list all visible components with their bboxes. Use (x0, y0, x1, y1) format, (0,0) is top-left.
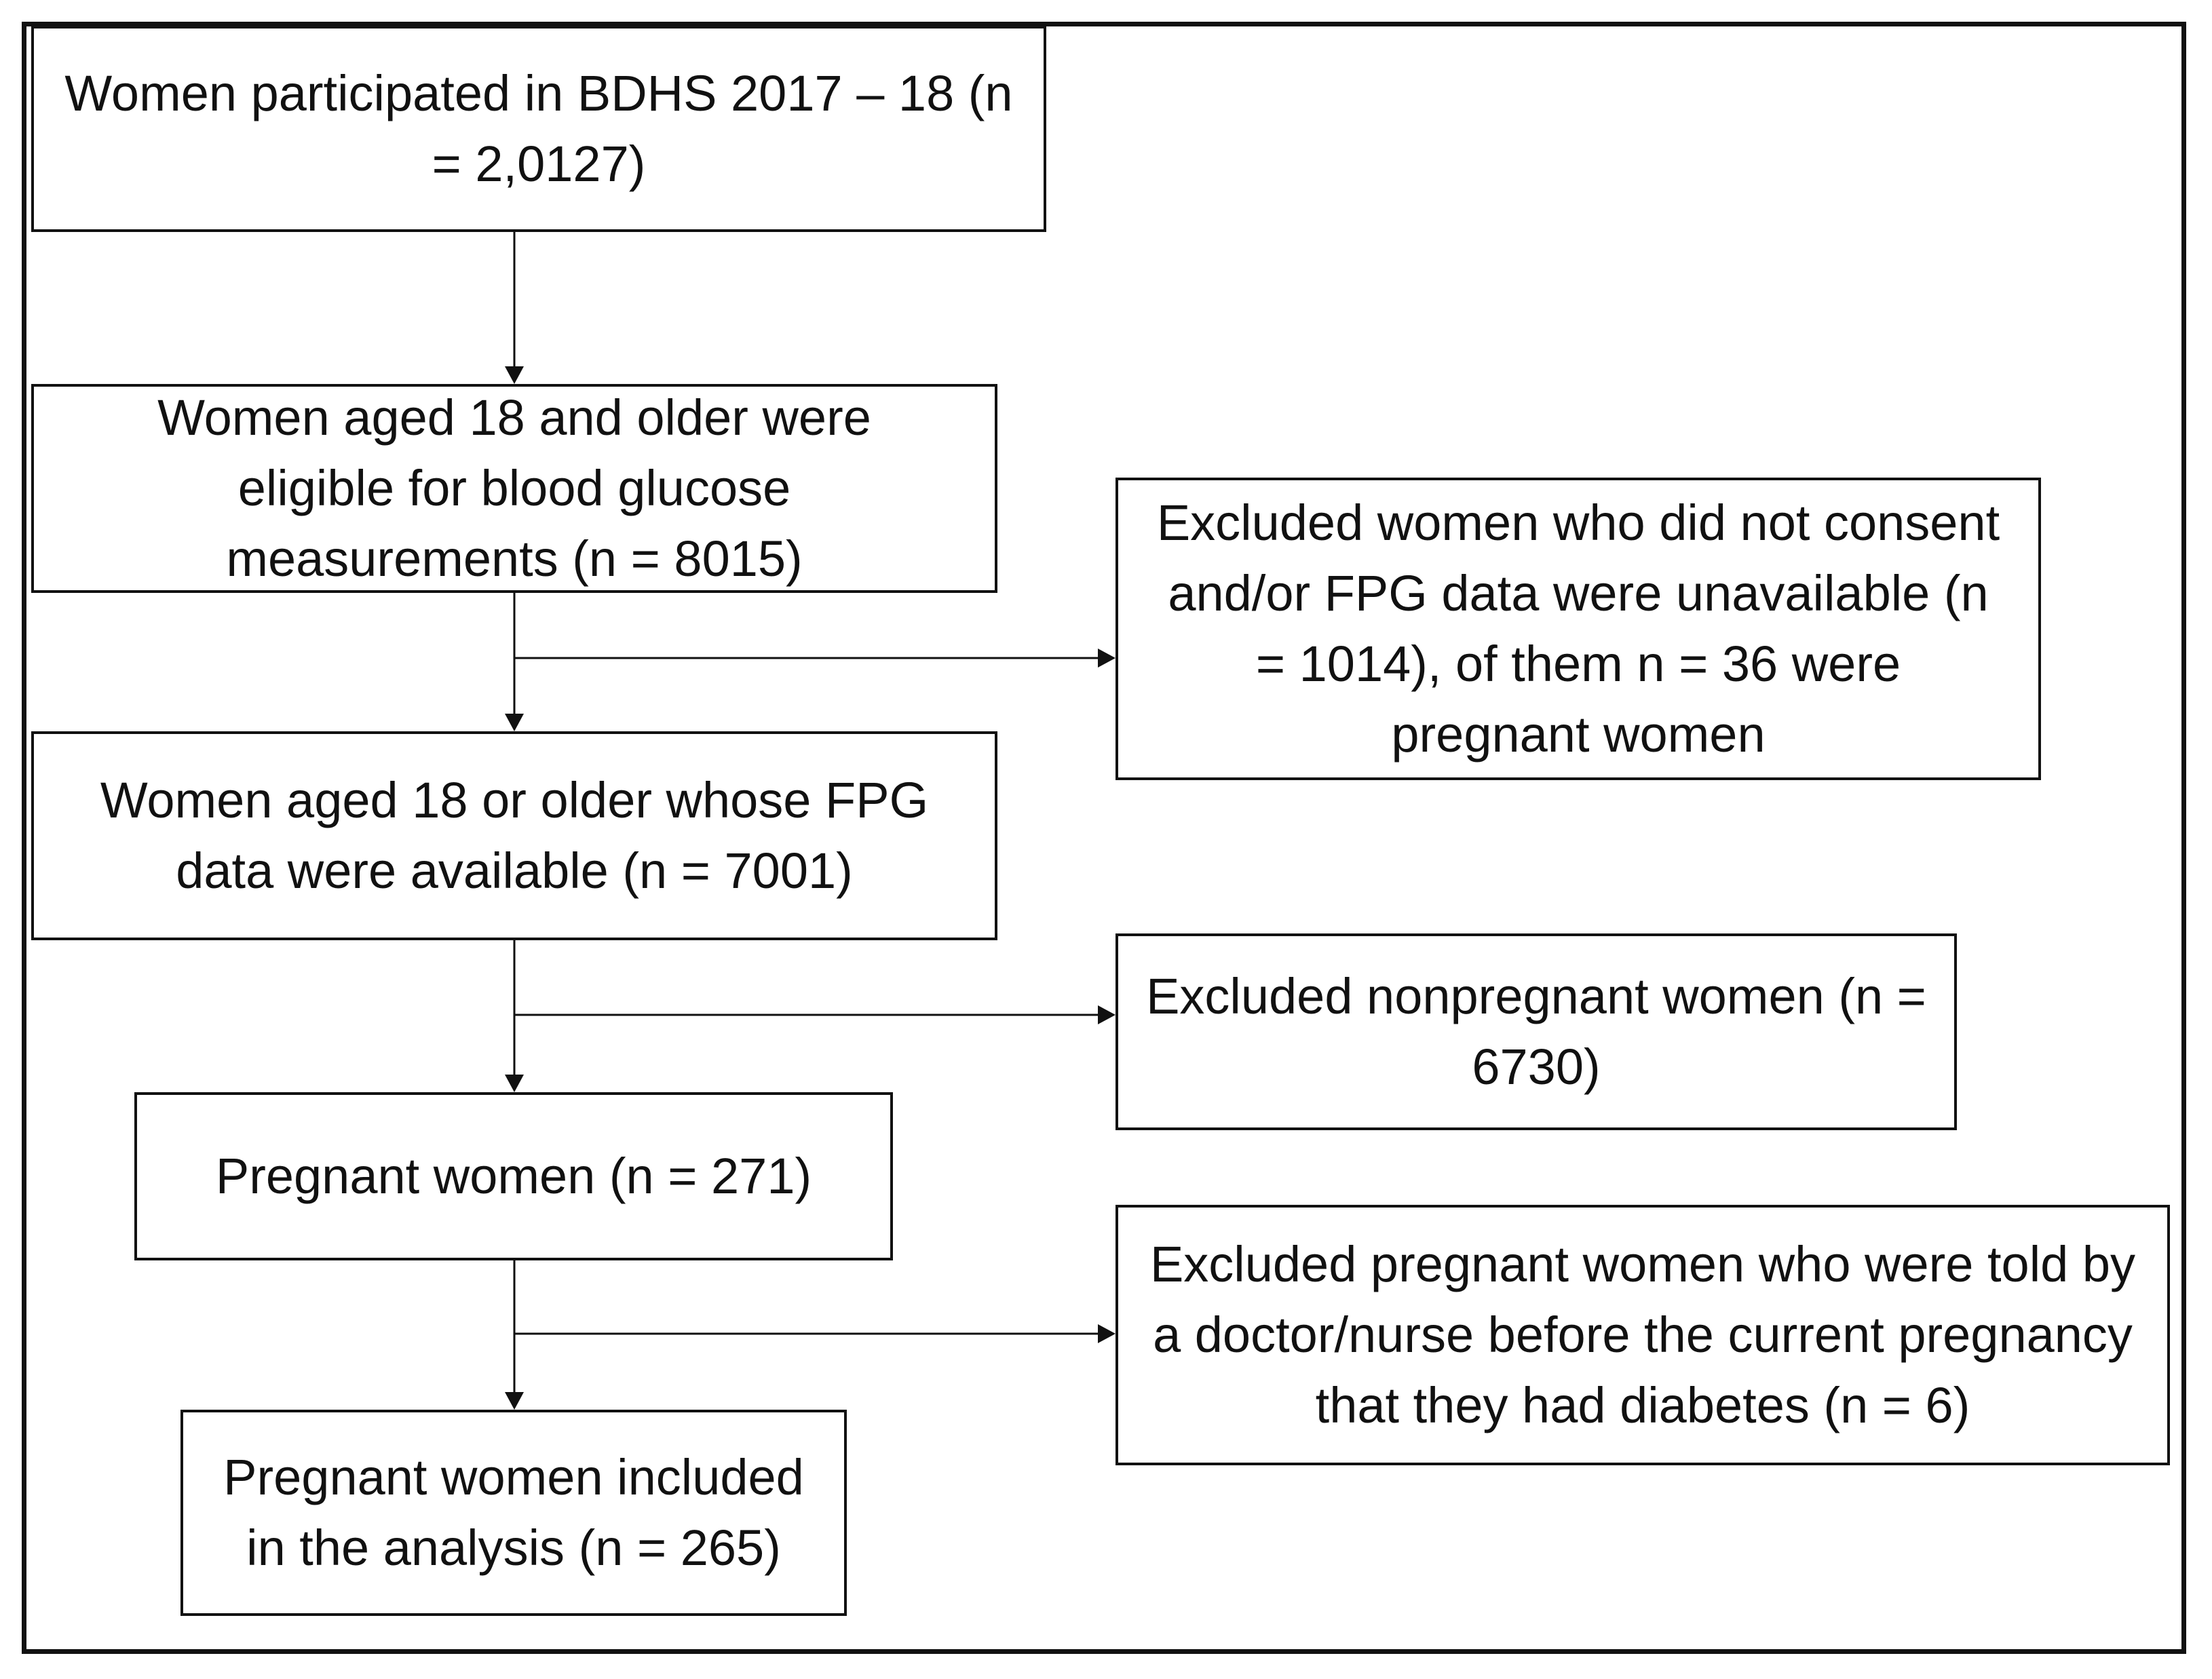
arrowhead-included (505, 1392, 524, 1410)
arrowhead-pregnant (505, 1075, 524, 1092)
participants-box (31, 26, 1046, 232)
fpg-available-text: Women aged 18 or older whose FPG data were available (n = 7001) (100, 772, 929, 899)
excluded-consent-box (1115, 478, 2041, 780)
pregnant-box (134, 1092, 893, 1260)
excluded-diabetes-text: Excluded pregnant women who were told by a doctor/nurse before the current pregnancy that they had diabetes (n = 6) (1149, 1236, 2136, 1433)
excluded-consent-text: Excluded women who did not consent and/or FPG data were unavailable (n = 1014), of them n = 36 were pregnant women (1156, 495, 2000, 763)
excluded-nonpregnant-box (1115, 933, 1957, 1130)
participants-text: Women participated in BDHS 2017 – 18 (n = 2,0127) (64, 65, 1013, 192)
eligible-text: Women aged 18 and older were eligible for blood glucose measurements (n = 8015) (157, 389, 871, 587)
arrowhead-excluded-diabetes (1098, 1324, 1115, 1343)
fpg-available-box (31, 731, 997, 940)
included-box (180, 1410, 847, 1616)
eligible-box (31, 384, 997, 593)
excluded-nonpregnant-text: Excluded nonpregnant women (n = 6730) (1146, 968, 1926, 1095)
excluded-diabetes-box (1115, 1205, 2170, 1465)
arrowhead-excluded-consent (1098, 649, 1115, 668)
arrowhead-excluded-nonpregnant (1098, 1005, 1115, 1024)
arrowhead-fpg (505, 714, 524, 731)
pregnant-text: Pregnant women (n = 271) (215, 1148, 812, 1204)
arrowhead-eligible (505, 366, 524, 384)
included-text: Pregnant women included in the analysis (n = 265) (223, 1449, 804, 1576)
